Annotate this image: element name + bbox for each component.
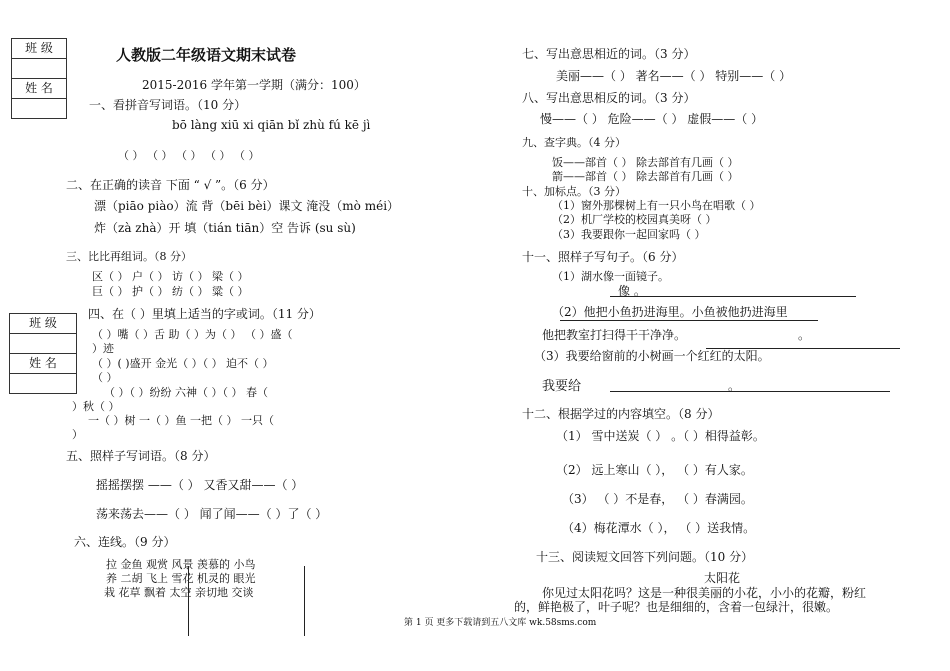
passage-title: 太阳花 [704,571,741,585]
section-1-blanks[interactable]: （ ） （ ） （ ） （ ） （ ） [118,149,260,162]
section-9-heading: 九、查字典。（4 分） [522,136,626,149]
answer-line[interactable] [610,391,890,392]
section-2-line2: 炸（zà zhà）开 填（tián tiān）空 告诉 (su sù) [94,221,356,235]
section-6-row3: 栽 花草 飘着 太空 亲切地 交谈 [104,586,254,599]
name-field[interactable] [12,99,66,118]
section-10-line1[interactable]: （1）窗外那棵树上有一只小鸟在唱歌（ ） [552,199,761,212]
section-4-line4[interactable]: （ ） [92,371,118,384]
section-10-line2[interactable]: （2）机厂学校的校园真美呀（ ） [552,213,717,226]
section-5-line1[interactable]: 摇摇摆摆 ——（ ） 又香又甜——（ ） [96,478,304,492]
section-4-line6[interactable]: ）秋（ ） [72,400,120,413]
connect-line [304,566,305,636]
connect-line [188,566,189,636]
section-7-heading: 七、写出意思相近的词。（3 分） [522,47,696,61]
answer-line [610,296,856,297]
section-6-row1: 拉 金鱼 观赏 风景 羡慕的 小鸟 [106,558,256,571]
section-11-example3: （3）我要给窗前的小树画一个红红的太阳。 [534,349,770,363]
class-label: 班 级 [10,314,76,334]
section-3-line2[interactable]: 巨（ ） 护（ ） 纺（ ） 粱（ ） [92,285,249,298]
exam-title: 人教版二年级语文期末试卷 [116,46,297,64]
section-11-heading: 十一、照样子写句子。（6 分） [522,250,684,264]
section-12-line4[interactable]: （4）梅花潭水（ ）， （ ）送我情。 [562,521,756,535]
name-field[interactable] [10,374,76,393]
section-4-line3[interactable]: （ ）( )盛开 金光（ ）（ ） 迫不（ ） [92,357,274,370]
section-3-heading: 三、比比再组词。（8 分） [66,250,192,263]
section-4-line8[interactable]: ） [72,428,83,441]
section-11-question2: 他把教室打扫得干干净净。 [542,328,687,342]
section-3-line1[interactable]: 区（ ） 户（ ） 访（ ） 梁（ ） [92,270,249,283]
section-11-example1: （1）湖水像一面镜子。 [552,270,669,283]
class-field[interactable] [10,334,76,354]
section-2-heading: 二、在正确的读音 下面 “ √ ”。（6 分） [66,178,275,192]
section-12-line1[interactable]: （1） 雪中送炭（ ） 。（ ）相得益彰。 [556,429,765,443]
section-1-pinyin: bō làng xiū xi qiān bǐ zhù fú kē jì [172,118,371,132]
class-field[interactable] [12,59,66,79]
page-footer: 第 1 页 更多下载请到五八文库 wk.58sms.com [404,618,597,628]
section-5-heading: 五、照样子写词语。（8 分） [66,449,216,463]
name-label: 姓 名 [10,354,76,374]
section-8-line[interactable]: 慢——（ ） 危险——（ ） 虚假——（ ） [540,112,764,126]
section-11-end2: 。 [798,328,811,342]
student-info-box-mid [9,313,77,394]
section-1-heading: 一、看拼音写词语。（10 分） [89,98,247,112]
section-4-heading: 四、在（ ）里填上适当的字或词。（11 分） [88,307,321,321]
section-5-line2[interactable]: 荡来荡去——（ ） 闻了闻——（ ）了（ ） [96,507,328,521]
name-label: 姓 名 [12,79,66,99]
section-11-end3: 。 [728,379,741,393]
section-7-line[interactable]: 美丽——（ ） 著名——（ ） 特别——（ ） [556,69,792,83]
section-10-line3[interactable]: （3）我要跟你一起回家吗（ ） [552,228,706,241]
section-10-heading: 十、加标点。（3 分） [522,185,626,198]
section-9-line2[interactable]: 箭——部首（ ） 除去部首有几画（ ） [552,170,739,183]
section-12-line3[interactable]: （3） （ ）不是春， （ ）春满园。 [562,492,753,506]
passage-para2: 的，鲜艳极了，叶子呢？也是细细的，含着一包绿汁，很嫩。 [514,600,839,614]
section-9-line1[interactable]: 饭——部首（ ） 除去部首有几画（ ） [552,156,739,169]
answer-line [560,320,818,321]
section-11-answer1[interactable]: 像 。 [618,284,646,298]
section-12-line2[interactable]: （2） 远上寒山（ ）， （ ）有人家。 [556,463,753,477]
section-12-heading: 十二、根据学过的内容填空。（8 分） [522,407,720,421]
section-6-row2: 养 二胡 飞上 雪花 机灵的 眼光 [106,572,256,585]
section-6-heading: 六、连线。（9 分） [74,535,176,549]
section-4-line5[interactable]: （ ）（ ）纷纷 六神（ ）（ ） 春（ [104,386,268,399]
class-label: 班 级 [12,39,66,59]
section-11-question3: 我要给 [542,379,582,394]
section-13-heading: 十三、阅读短文回答下列问题。（10 分） [536,550,754,564]
section-4-line1[interactable]: （ ）嘴（ ）舌 助（ ）为（ ） （ ）盛（ [92,328,293,341]
section-8-heading: 八、写出意思相反的词。（3 分） [522,91,696,105]
passage-para1: 你见过太阳花吗？这是一种很美丽的小花，小小的花瓣，粉红 [542,586,867,600]
section-2-line1: 漂（piāo piào）流 背（bēi bèi）课文 淹没（mò méi） [94,199,400,213]
section-11-example2: （2）他把小鱼扔进海里。小鱼被他扔进海里 [552,305,788,319]
section-4-line7[interactable]: 一（ ）树 一（ ）鱼 一把（ ） 一只（ [88,414,274,427]
student-info-box-top [11,38,67,119]
exam-subtitle: 2015-2016 学年第一学期（满分：100） [142,78,366,92]
section-4-line2[interactable]: ）迹 [92,342,114,355]
